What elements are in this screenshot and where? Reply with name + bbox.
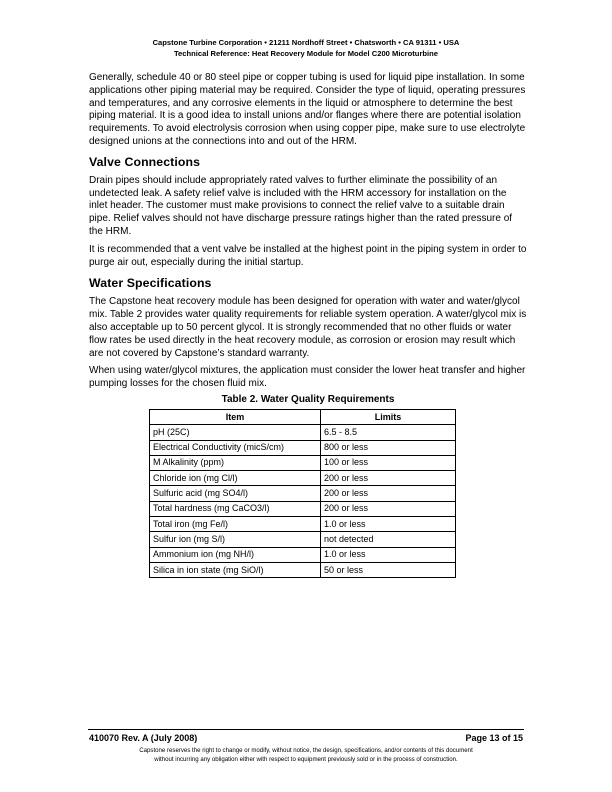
table-cell-item: Chloride ion (mg Cl/l) [150,471,321,486]
paragraph-piping: Generally, schedule 40 or 80 steel pipe or copper tubing is used for liquid pipe installation. In some applications other piping material may be required. Consider the type of liquid, operating pressures and temperatures, and any corrosive elements in the liquid or atmosphere to determine the best piping material. It is a good idea to install unions and/or flanges where there are potential isolation requirements. To avoid electrolysis corrosion when using copper pipe, make sure to use electrolyte designed unions at the connections into and out of the HRM. [89,72,526,147]
table-row [150,517,456,532]
table-cell-limit: 200 or less [321,471,456,486]
table-cell-item: Silica in ion state (mg SiO/l) [150,562,321,577]
footer-doc-revision: 410070 Rev. A (July 2008) [89,733,198,743]
table-cell-item: Electrical Conductivity (micS/cm) [150,440,321,455]
paragraph-heat-recovery: The Capstone heat recovery module has been designed for operation with water and water/glycol mix. Table 2 provides water quality requirements for reliable system operation. A water/glycol mix is also acceptable up to 50 percent glycol. It is strongly recommended that no other fluids or water flow rates be used directly in the heat recovery module, as corrosion or erosion may result which are not covered by Capstone’s standard warranty. [89,296,527,359]
table-row [150,532,456,547]
column-header-limits: Limits [321,409,456,424]
table-row [150,440,456,455]
column-header-item: Item [150,409,321,424]
disclaimer-line-1: Capstone reserves the right to change or modify, without notice, the design, specifications, and/or contents of this document [139,747,473,754]
table-row [150,455,456,470]
table-cell-item: pH (25C) [150,425,321,440]
footer-divider [88,729,524,730]
heading-valve-connections: Valve Connections [89,154,201,169]
table-row [150,425,456,440]
paragraph-drain-pipes: Drain pipes should include appropriately rated valves to further eliminate the possibility of an undetected leak. A safety relief valve is included with the HRM accessory for installation on the inlet header. The customer must make provisions to connect the relief valve to a suitable drain pipe. Relief valves should not have discharge pressure ratings higher than the rated pressure of the HRM. [89,174,513,237]
table-cell-limit: 100 or less [321,455,456,470]
table-row [150,486,456,501]
table-cell-limit: 1.0 or less [321,547,456,562]
table-cell-limit: 200 or less [321,486,456,501]
disclaimer-line-2: without incurring any obligation either with respect to equipment previously sold or in the process of construction. [154,755,458,763]
table-cell-item: Ammonium ion (mg NH/l) [150,547,321,562]
heading-water-specifications: Water Specifications [89,276,212,291]
header-doc-title: Technical Reference: Heat Recovery Module for Model C200 Microturbine [173,49,439,58]
table-cell-limit: 1.0 or less [321,517,456,532]
table-cell-item: Sulfuric acid (mg SO4/l) [150,486,321,501]
table-cell-item: Total hardness (mg CaCO3/l) [150,501,321,516]
table-row [150,547,456,562]
table-row [150,501,456,516]
table-cell-limit: not detected [321,532,456,547]
table-cell-item: Sulfur ion (mg S/l) [150,532,321,547]
paragraph-vent-valve: It is recommended that a vent valve be installed at the highest point in the piping system in order to purge air out, especially during the initial startup. [89,243,527,268]
table-cell-limit: 800 or less [321,440,456,455]
table-cell-item: M Alkalinity (ppm) [150,455,321,470]
table-row [150,562,456,577]
table-caption: Table 2. Water Quality Requirements [221,393,395,405]
footer-page-number: Page 13 of 15 [465,733,523,743]
water-quality-table [149,409,456,578]
page-content [89,72,527,578]
table-cell-limit: 50 or less [321,562,456,577]
table-header-row [150,409,456,424]
footer-disclaimer [0,747,612,764]
paragraph-glycol: When using water/glycol mixtures, the application must consider the lower heat transfer and higher pumping losses for the chosen fluid mix. [89,365,526,390]
table-cell-limit: 200 or less [321,501,456,516]
table-cell-item: Total iron (mg Fe/l) [150,517,321,532]
table-cell-limit: 6.5 - 8.5 [321,425,456,440]
page-header [0,37,612,59]
table-row [150,471,456,486]
header-address: Capstone Turbine Corporation • 21211 Nordhoff Street • Chatsworth • CA 91311 • USA [152,38,460,47]
